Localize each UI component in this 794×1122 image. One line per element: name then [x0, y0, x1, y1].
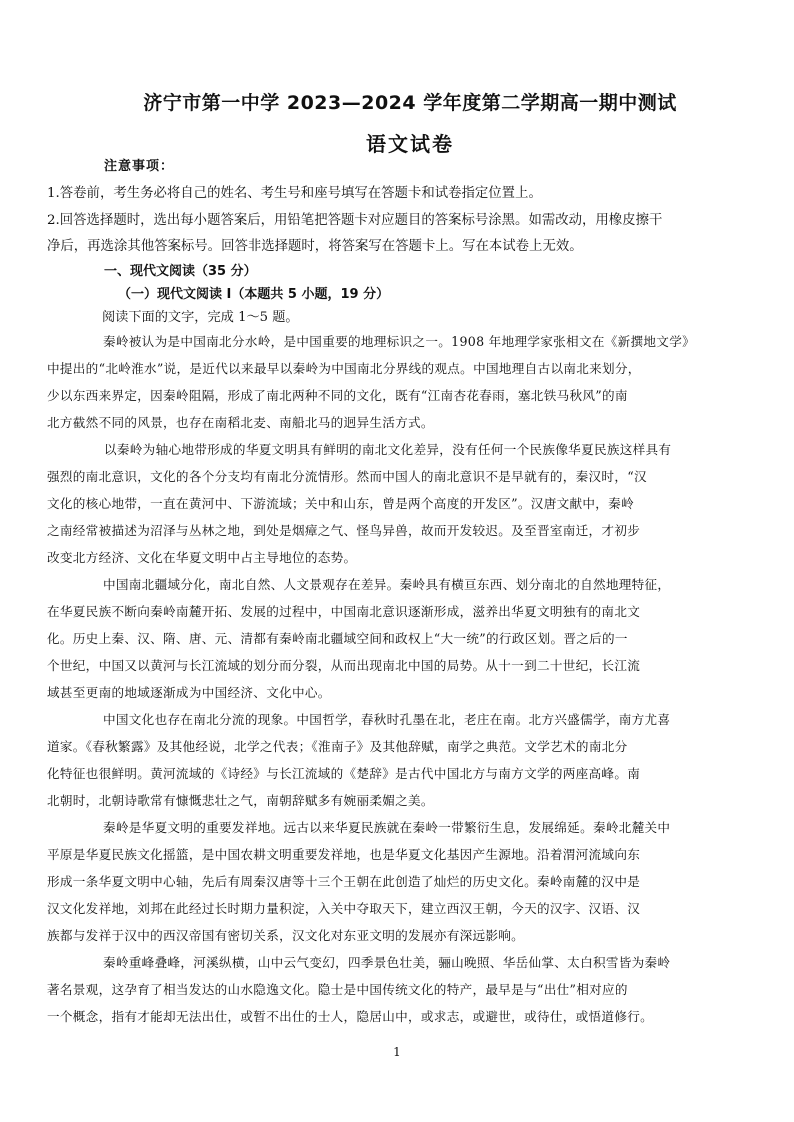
passage-line: 以秦岭为轴心地带形成的华夏文明具有鲜明的南北文化差异，没有任何一个民族像华夏民族这样具有: [104, 442, 672, 457]
passage-line: 文化的核心地带，一直在黄河中、下游流域；关中和山东，曾是两个高度的开发区”。汉唐文献中，秦岭: [47, 496, 634, 511]
passage-line: 少以东西来界定，因秦岭阻隔，形成了南北两种不同的文化，既有“江南杏花春雨，塞北铁马秋风”的南: [47, 388, 628, 403]
notice-heading: 注意事项：: [104, 159, 175, 174]
passage-line: 中国文化也存在南北分流的现象。中国哲学，春秋时孔墨在北，老庄在南。北方兴盛儒学，南方尤喜: [103, 712, 671, 727]
passage-line: 中国南北疆域分化，南北自然、人文景观存在差异。秦岭具有横亘东西、划分南北的自然地理特征，: [103, 577, 671, 592]
passage-line: 著名景观，这孕育了相当发达的山水隐逸文化。隐士是中国传统文化的特产，最早是与“出仕”相对应的: [47, 982, 628, 997]
exam-title: 济宁市第一中学 2023—2024 学年度第二学期高一期中测试: [143, 92, 677, 114]
passage-line: 形成一条华夏文明中心轴，先后有周秦汉唐等十三个王朝在此创造了灿烂的历史文化。秦岭南麓的汉中是: [47, 874, 641, 889]
passage-line: 个世纪，中国又以黄河与长江流域的划分而分裂，从而出现南北中国的局势。从十一到二十世纪，长江流: [47, 658, 641, 673]
passage-line: 一个概念，指有才能却无法出仕，或暂不出仕的士人，隐居山中，或求志，或避世，或待仕，或悟道修行。: [47, 1009, 654, 1024]
passage-line: 化特征也很鲜明。黄河流域的《诗经》与长江流域的《楚辞》是古代中国北方与南方文学的两座高峰。南: [47, 766, 641, 781]
passage-line: 之南经常被描述为沼泽与丛林之地，到处是烟瘴之气、怪鸟异兽，故而开发较迟。及至晋室南迁，才初步: [47, 523, 641, 538]
section-heading: 一、现代文阅读（35 分）: [104, 264, 257, 279]
passage-line: 北方截然不同的风景，也存在南稻北麦、南船北马的迥异生活方式。: [47, 415, 434, 430]
passage-line: 化。历史上秦、汉、隋、唐、元、清都有秦岭南北疆域空间和政权上“大一统”的行政区划。晋之后的一: [47, 631, 628, 646]
passage-line: 族都与发祥于汉中的西汉帝国有密切关系，汉文化对东亚文明的发展亦有深远影响。: [47, 928, 525, 943]
passage-line: 在华夏民族不断向秦岭南麓开拓、发展的过程中，中国南北意识逐渐形成，滋养出华夏文明独有的南北文: [47, 604, 641, 619]
subsection-heading: （一）现代文阅读 I（本题共 5 小题，19 分）: [118, 287, 390, 302]
passage-line: 中提出的“北岭淮水”说，是近代以来最早以秦岭为中国南北分界线的观点。中国地理自古以南北来划分，: [47, 361, 641, 376]
exam-subtitle: 语文试卷: [366, 132, 454, 156]
passage-line: 秦岭是华夏文明的重要发祥地。远古以来华夏民族就在秦岭一带繁衍生息，发展绵延。秦岭北麓关中: [103, 820, 671, 835]
passage-line: 改变北方经济、文化在华夏文明中占主导地位的态势。: [47, 550, 357, 565]
notice-item: 净后，再选涂其他答案标号。回答非选择题时，将答案写在答题卡上。写在本试卷上无效。: [47, 239, 583, 254]
passage-line: 道家。《春秋繁露》及其他经说，北学之代表；《淮南子》及其他辞赋，南学之典范。文学艺术的南北分: [47, 739, 628, 754]
passage-line: 秦岭重峰叠峰，河溪纵横，山中云气变幻，四季景色壮美，骊山晚照、华岳仙掌、太白积雪皆为秦岭: [103, 955, 671, 970]
passage-line: 秦岭被认为是中国南北分水岭，是中国重要的地理标识之一。1908 年地理学家张相文在《新撰地文学》: [103, 334, 695, 349]
notice-item: 2.回答选择题时，选出每小题答案后，用铅笔把答题卡对应题目的答案标号涂黑。如需改动，用橡皮擦干: [47, 213, 663, 228]
notice-item: 1.答卷前，考生务必将自己的姓名、考生号和座号填写在答题卡和试卷指定位置上。: [47, 186, 542, 201]
passage-line: 汉文化发祥地，刘邦在此经过长时期力量积淀，入关中夺取天下，建立西汉王朝，今天的汉字、汉语、汉: [47, 901, 641, 916]
passage-line: 平原是华夏民族文化摇篮，是中国农耕文明重要发祥地，也是华夏文化基因产生源地。沿着渭河流域向东: [47, 847, 641, 862]
passage-line: 强烈的南北意识，文化的各个分支均有南北分流情形。然而中国人的南北意识不是早就有的，秦汉时，“汉: [47, 469, 647, 484]
reading-instruction: 阅读下面的文字，完成 1～5 题。: [102, 310, 299, 325]
passage-line: 北朝时，北朝诗歌常有慷慨悲壮之气，南朝辞赋多有婉丽柔媚之美。: [47, 793, 434, 808]
page-number: 1: [393, 1045, 401, 1059]
passage-line: 域甚至更南的地域逐渐成为中国经济、文化中心。: [47, 685, 331, 700]
